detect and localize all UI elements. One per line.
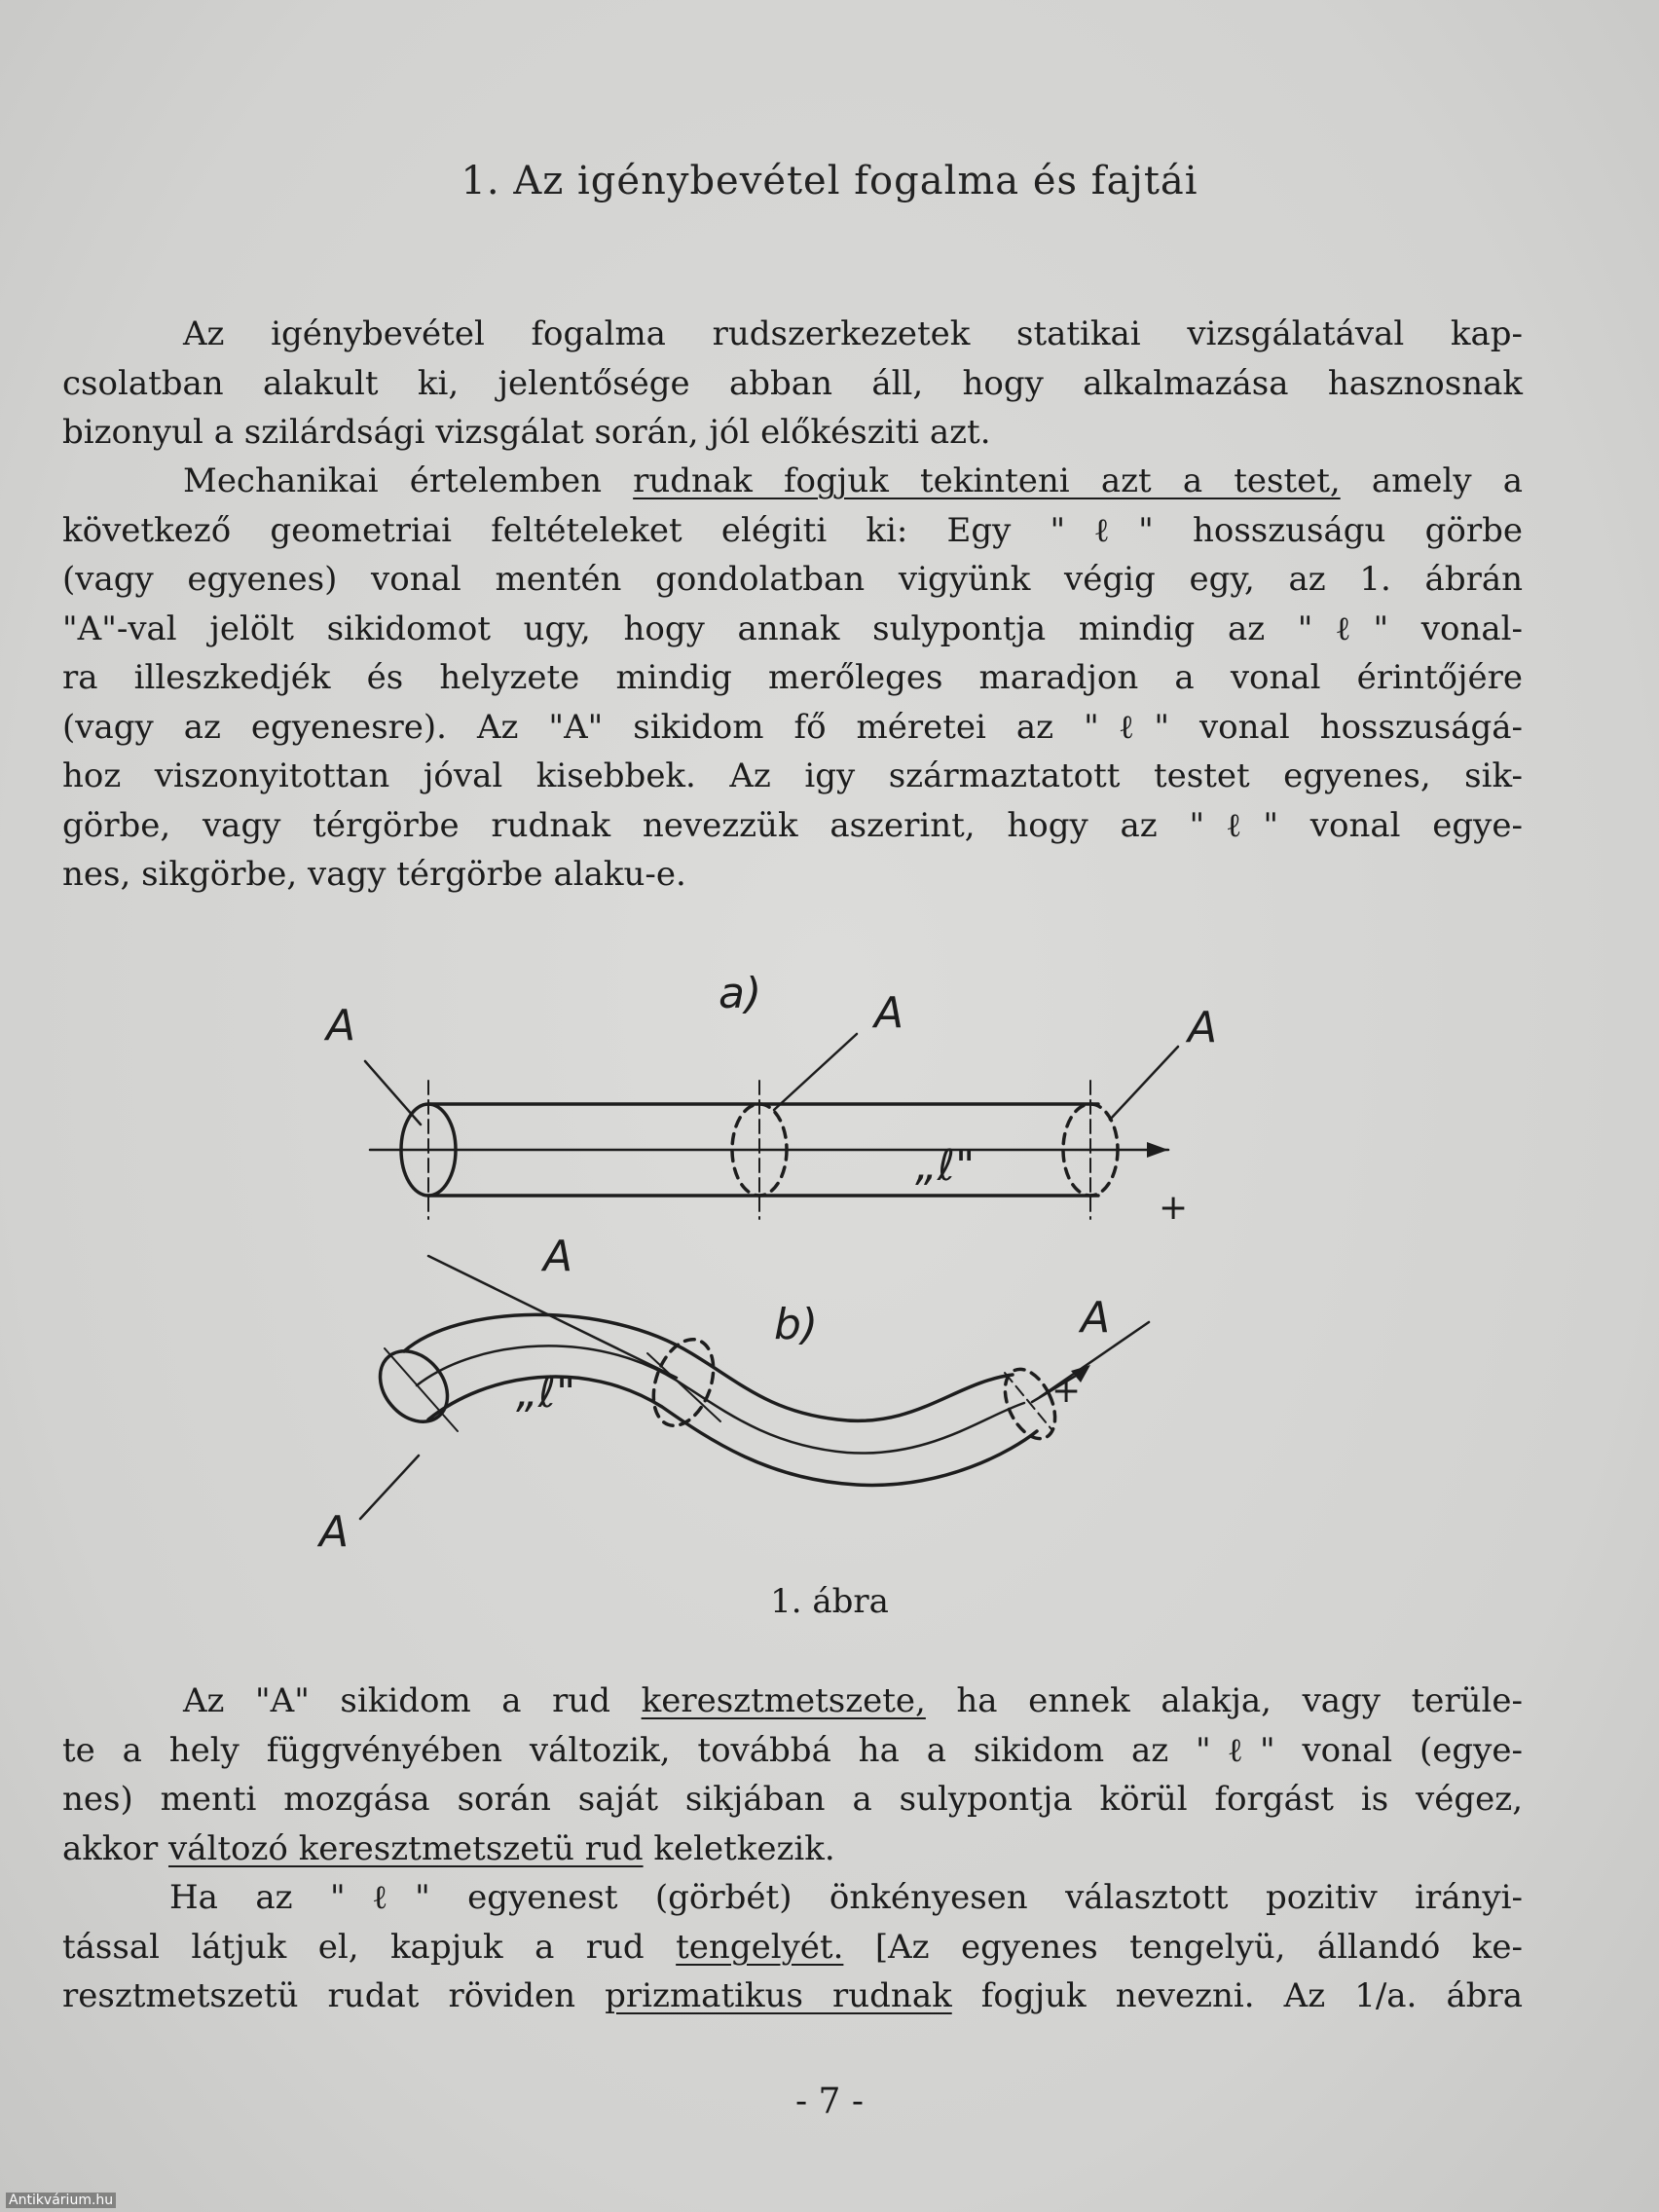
paragraph-4 bbox=[62, 1873, 1523, 2021]
text-line: nes, sikgörbe, vagy térgörbe alaku-e. bbox=[62, 855, 686, 894]
text-line bbox=[62, 457, 1523, 506]
section-title: 1. Az igénybevétel fogalma és fajtái bbox=[461, 159, 1198, 203]
text-span: fogjuk nevezni. Az 1/a. ábra bbox=[951, 1976, 1524, 2015]
label-l-a: „ℓ" bbox=[915, 1141, 976, 1191]
paragraph-3 bbox=[62, 1677, 1523, 1873]
label-A-3: A bbox=[1188, 1003, 1218, 1052]
text-span: resztmetszetü rudat röviden bbox=[62, 1976, 606, 2015]
text-line bbox=[62, 1923, 1523, 1972]
text-line: "A"-val jelölt sikidomot ugy, hogy annak sulypontja mindig az "ℓ" vonal- bbox=[62, 608, 1523, 648]
text-span: keletkezik. bbox=[643, 1828, 835, 1868]
text-span: Mechanikai értelemben bbox=[183, 461, 634, 500]
text-span: amely a bbox=[1340, 461, 1523, 500]
text-line: bizonyul a szilárdsági vizsgálat során, jól előkésziti azt. bbox=[62, 413, 991, 452]
text-line: te a hely függvényében változik, továbbá ha a sikidom az "ℓ" vonal (egye- bbox=[62, 1730, 1523, 1770]
label-A-1: A bbox=[326, 1001, 356, 1051]
text-span: Az "A" sikidom a rud bbox=[183, 1681, 642, 1720]
watermark: Antikvárium.hu bbox=[6, 2193, 116, 2208]
plus-sign-b: + bbox=[1051, 1371, 1082, 1411]
text-span: akkor bbox=[62, 1828, 169, 1868]
label-l-b: „ℓ" bbox=[516, 1368, 576, 1418]
page-number: - 7 - bbox=[794, 2082, 865, 2121]
paragraph-1 bbox=[62, 310, 1523, 458]
text-line: nes) menti mozgása során saját sikjában a sulypontja körül forgást is végez, bbox=[62, 1780, 1523, 1819]
text-span: ha ennek alakja, vagy terüle- bbox=[925, 1681, 1524, 1720]
underlined-term: változó keresztmetszetü rud bbox=[168, 1828, 644, 1868]
text-line: ra illeszkedjék és helyzete mindig merőleges maradjon a vonal érintőjére bbox=[62, 658, 1523, 697]
text-span: [Az egyenes tengelyü, állandó ke- bbox=[843, 1927, 1523, 1967]
text-line bbox=[62, 1677, 1523, 1726]
figure-1 bbox=[312, 964, 1577, 1587]
text-line: görbe, vagy térgörbe rudnak nevezzük aszerint, hogy az "ℓ" vonal egye- bbox=[62, 805, 1523, 845]
text-line: csolatban alakult ki, jelentősége abban áll, hogy alkalmazása hasznosnak bbox=[62, 363, 1523, 403]
text-line: Az igénybevétel fogalma rudszerkezetek statikai vizsgálatával kap- bbox=[183, 314, 1523, 353]
paragraph-2 bbox=[62, 457, 1523, 900]
text-line: (vagy az egyenesre). Az "A" sikidom fő méretei az "ℓ" vonal hosszuságá- bbox=[62, 707, 1523, 747]
straight-bar-drawing bbox=[365, 1034, 1178, 1219]
text-line: hoz viszonyitottan jóval kisebbek. Az igy származtatott testet egyenes, sik- bbox=[62, 756, 1523, 795]
label-a: a) bbox=[719, 969, 762, 1018]
curved-bar-drawing bbox=[360, 1256, 1149, 1519]
underlined-term: rudnak fogjuk tekinteni azt a testet, bbox=[633, 461, 1341, 500]
plus-sign-a: + bbox=[1159, 1188, 1189, 1228]
figure-caption: 1. ábra bbox=[770, 1582, 889, 1621]
label-b: b) bbox=[774, 1300, 819, 1349]
text-line bbox=[62, 1972, 1523, 2021]
label-A-5: A bbox=[1081, 1293, 1111, 1343]
label-A-6: A bbox=[319, 1507, 350, 1557]
text-line: (vagy egyenes) vonal mentén gondolatban vigyünk végig egy, az 1. ábrán bbox=[62, 560, 1523, 599]
label-A-2: A bbox=[874, 988, 904, 1038]
underlined-term: prizmatikus rudnak bbox=[605, 1976, 952, 2015]
underlined-term: keresztmetszete, bbox=[641, 1681, 926, 1720]
text-span: tással látjuk el, kapjuk a rud bbox=[62, 1927, 677, 1967]
text-line: következő geometriai feltételeket elégiti ki: Egy "ℓ" hosszuságu görbe bbox=[62, 510, 1523, 550]
underlined-term: tengelyét. bbox=[676, 1927, 844, 1967]
text-line: Ha az "ℓ" egyenest (görbét) önkényesen választott pozitiv irányi- bbox=[169, 1878, 1523, 1917]
label-A-4: A bbox=[543, 1232, 573, 1281]
text-line bbox=[62, 1825, 1523, 1874]
